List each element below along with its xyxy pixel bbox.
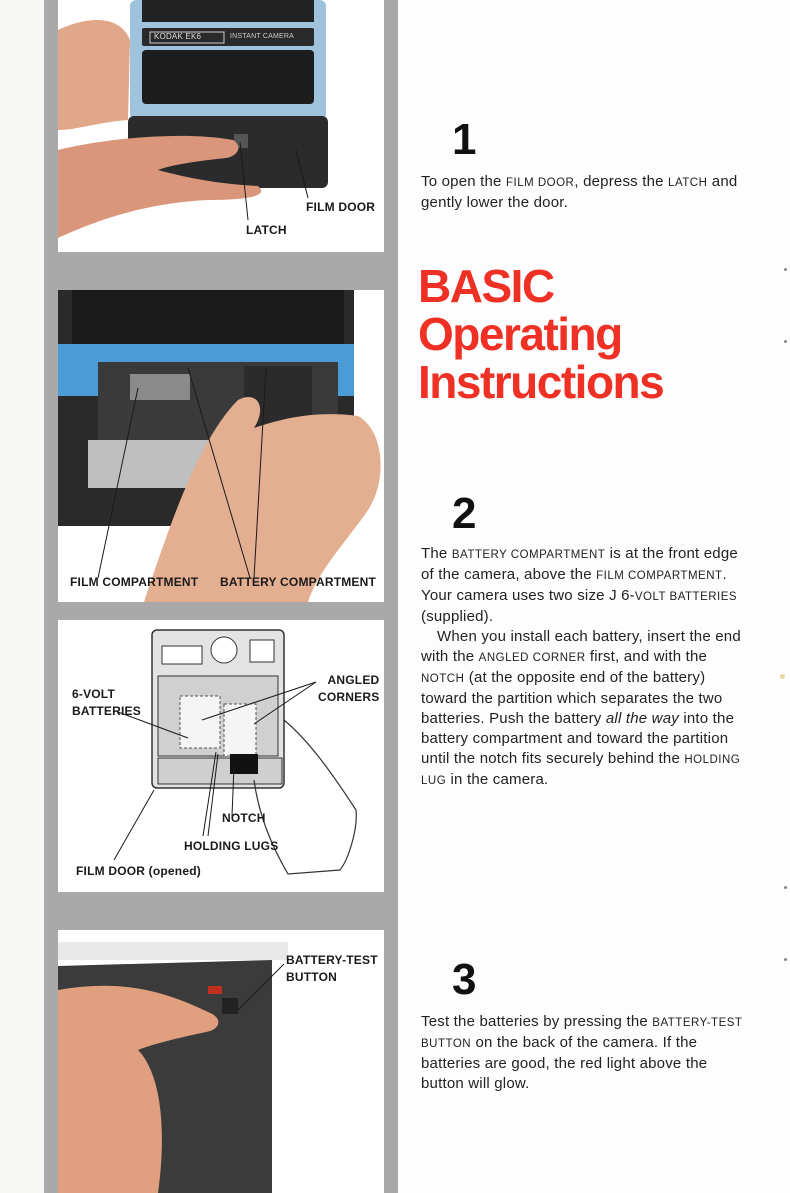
step-1-number: 1 [452,115,477,164]
callout-angled-corners-line2: CORNERS [318,690,380,704]
page-margin [0,0,44,1193]
photo-battery-test [58,930,384,1193]
callout-latch: LATCH [246,223,287,237]
step-3-number: 3 [452,955,477,1004]
callout-notch: NOTCH [222,811,266,825]
page-title [418,262,663,406]
page-speck [780,674,785,679]
step-1-text [421,172,751,213]
callout-angled-corners [318,672,379,706]
page-speck [784,268,787,271]
step-2-term-volt-batteries: VOLT BATTERIES [634,591,738,603]
callout-film-door: FILM DOOR [306,200,376,214]
step-2-term-holding-lug: HOLDING LUG [421,754,741,787]
step-1-text-c: , depress the [574,173,669,190]
step-1-term-latch: LATCH [668,177,708,189]
photo-film-door [58,0,384,252]
step-3-text-c: on the back of the camera. If the batteries are good, the red light above the button will glow. [421,1034,708,1092]
step-3-text-a: Test the batteries by pressing the [421,1013,653,1030]
step-2-p2-i: in the camera. [446,771,549,788]
callout-holding-lugs: HOLDING LUGS [184,839,279,853]
step-1-text-e: and gently lower the door. [421,173,738,211]
step-2-paragraph-2 [421,627,751,791]
step-2-number: 2 [452,489,477,538]
title-line-instructions: Instructions [418,356,664,408]
step-3-text [421,1012,751,1094]
page-speck [784,340,787,343]
step-2-p2-e: (at the opposite end of the battery) toward the partition which separates the two batteries. Push the battery [421,669,723,727]
camera-model-label: INSTANT CAMERA [230,33,294,40]
callout-battery-test-line1: BATTERY-TEST [286,953,378,967]
camera-compartment-illustration [58,290,384,602]
callout-batteries-line2: BATTERIES [72,704,141,718]
step-2-term-film-compartment: FILM COMPARTMENT [596,570,723,582]
callout-film-door-opened: FILM DOOR (opened) [76,864,201,878]
camera-brand-label: KODAK EK6 [154,32,202,41]
callout-film-compartment: FILM COMPARTMENT [70,575,199,589]
step-2-p1-g: (supplied). [421,608,494,625]
step-2-p2-a: When you install each battery, insert the end with the [421,628,741,665]
step-1-term-film-door: FILM DOOR [505,177,575,189]
callout-battery-test-button [286,952,378,986]
page-speck [784,958,787,961]
step-2-p2-g: into the battery compartment and toward the partition until the notch fits securely behind the [421,710,735,767]
step-1-text-a: To open the [421,173,506,190]
step-2-p1-e: . Your camera uses two size J 6- [421,566,727,604]
callout-battery-compartment: BATTERY COMPARTMENT [220,575,377,589]
step-2-emphasis-all-the-way: all the way [605,710,679,727]
step-2-paragraph-1 [421,544,751,627]
step-2-term-notch: NOTCH [421,673,465,685]
step-2-term-angled-corner: ANGLED CORNER [478,652,586,664]
page-speck [784,886,787,889]
title-line-operating: Operating [418,308,622,360]
callout-battery-test-line2: BUTTON [286,970,337,984]
step-2-text [421,544,751,791]
callout-batteries [72,686,141,720]
step-2-p1-c: is at the front edge of the camera, above the [421,545,738,583]
battery-diagram [58,620,384,892]
step-2-term-battery-compartment: BATTERY COMPARTMENT [451,549,606,561]
photo-compartments [58,290,384,602]
step-2-p1-a: The [421,545,452,562]
step-2-p2-c: first, and with the [585,648,708,665]
callout-batteries-line1: 6-VOLT [72,687,115,701]
callout-angled-corners-line1: ANGLED [327,673,380,687]
title-line-basic: BASIC [418,260,554,312]
step-3-term-battery-test-button: BATTERY-TEST BUTTON [421,1017,743,1050]
